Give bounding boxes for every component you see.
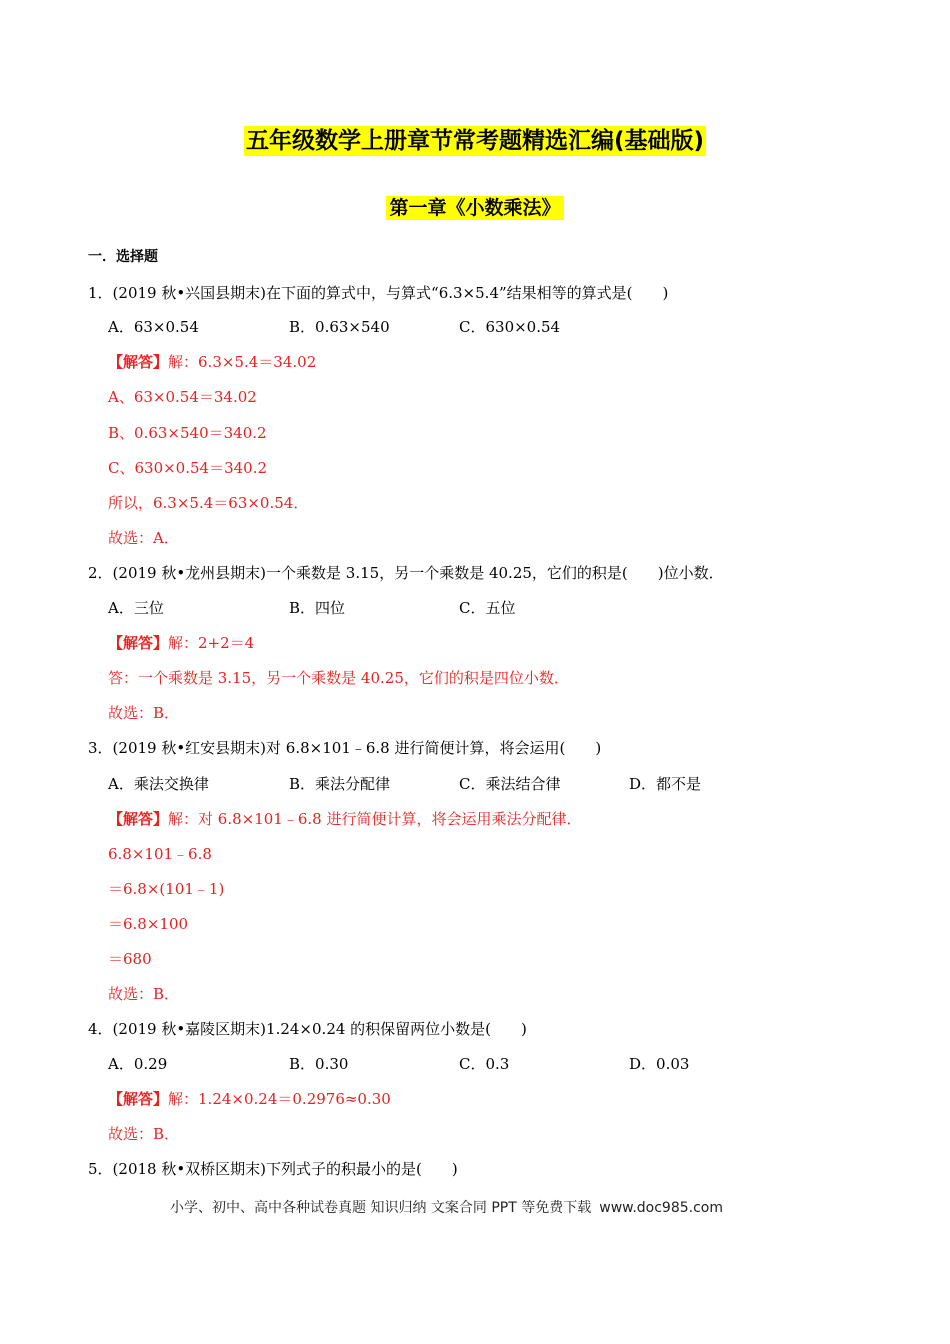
q1-line-c: C、630×0.54＝340.2 xyxy=(108,459,268,477)
page-footer xyxy=(170,1197,723,1217)
question-4-stem: 4．(2019 秋•嘉陵区期末)1.24×0.24 的积保留两位小数是( ) xyxy=(88,1020,527,1038)
document-title: 五年级数学上册章节常考题精选汇编(基础版) xyxy=(245,128,705,154)
footer-link[interactable]: www.doc985.com xyxy=(599,1200,723,1216)
q4-option-c: C．0.3 xyxy=(459,1055,510,1073)
q1-option-b: B．0.63×540 xyxy=(289,318,390,336)
chapter-title: 第一章《小数乘法》 xyxy=(0,193,950,220)
q4-choice: 故选：B． xyxy=(108,1125,180,1143)
q3-option-a: A．乘法交换律 xyxy=(108,775,209,793)
q3-choice: 故选：B． xyxy=(108,985,180,1003)
q1-conclusion: 所以，6.3×5.4＝63×0.54． xyxy=(108,494,309,512)
q2-option-c: C．五位 xyxy=(459,599,516,617)
q1-choice: 故选：A． xyxy=(108,529,179,547)
q2-answer: 【解答】解：2+2＝4 xyxy=(108,634,255,652)
q3-answer: 【解答】解：对 6.8×101﹣6.8 进行简便计算，将会运用乘法分配律． xyxy=(108,810,582,828)
q1-line-b: B、0.63×540＝340.2 xyxy=(108,424,267,442)
q3-option-d: D．都不是 xyxy=(629,775,702,793)
q3-step-3: ＝6.8×100 xyxy=(108,915,189,933)
question-1-stem: 1．(2019 秋•兴国县期末)在下面的算式中，与算式“6.3×5.4”结果相等的算式是( ) xyxy=(88,284,669,302)
q2-explanation: 答：一个乘数是 3.15，另一个乘数是 40.25，它们的积是四位小数． xyxy=(108,669,569,687)
q2-choice: 故选：B． xyxy=(108,704,180,722)
question-2-stem: 2．(2019 秋•龙州县期末)一个乘数是 3.15，另一个乘数是 40.25，它们的积是( )位小数． xyxy=(88,564,724,582)
q1-line-a: A、63×0.54＝34.02 xyxy=(108,388,257,406)
q4-option-b: B．0.30 xyxy=(289,1055,349,1073)
answer-tag: 【解答】 xyxy=(108,810,169,828)
question-5-stem: 5．(2018 秋•双桥区期末)下列式子的积最小的是( ) xyxy=(88,1160,458,1178)
q2-option-b: B．四位 xyxy=(289,599,346,617)
q4-option-d: D．0.03 xyxy=(629,1055,690,1073)
q3-step-2: ＝6.8×(101﹣1) xyxy=(108,880,225,898)
q3-step-1: 6.8×101﹣6.8 xyxy=(108,845,212,863)
q3-step-4: ＝680 xyxy=(108,950,152,968)
answer-tag: 【解答】 xyxy=(108,634,169,652)
question-3-stem: 3．(2019 秋•红安县期末)对 6.8×101﹣6.8 进行简便计算，将会运用( ) xyxy=(88,739,602,757)
q3-option-b: B．乘法分配律 xyxy=(289,775,391,793)
q4-answer: 【解答】解：1.24×0.24＝0.2976≈0.30 xyxy=(108,1090,391,1108)
section-heading: 一．选择题 xyxy=(88,249,158,265)
q1-answer: 【解答】解：6.3×5.4＝34.02 xyxy=(108,353,317,371)
answer-tag: 【解答】 xyxy=(108,353,169,371)
q1-option-c: C．630×0.54 xyxy=(459,318,561,336)
q1-option-a: A．63×0.54 xyxy=(108,318,199,336)
q4-option-a: A．0.29 xyxy=(108,1055,168,1073)
q3-option-c: C．乘法结合律 xyxy=(459,775,561,793)
footer-text: 小学、初中、高中各种试卷真题 知识归纳 文案合同 PPT 等免费下载 xyxy=(170,1200,592,1216)
answer-tag: 【解答】 xyxy=(108,1090,169,1108)
q2-option-a: A．三位 xyxy=(108,599,164,617)
